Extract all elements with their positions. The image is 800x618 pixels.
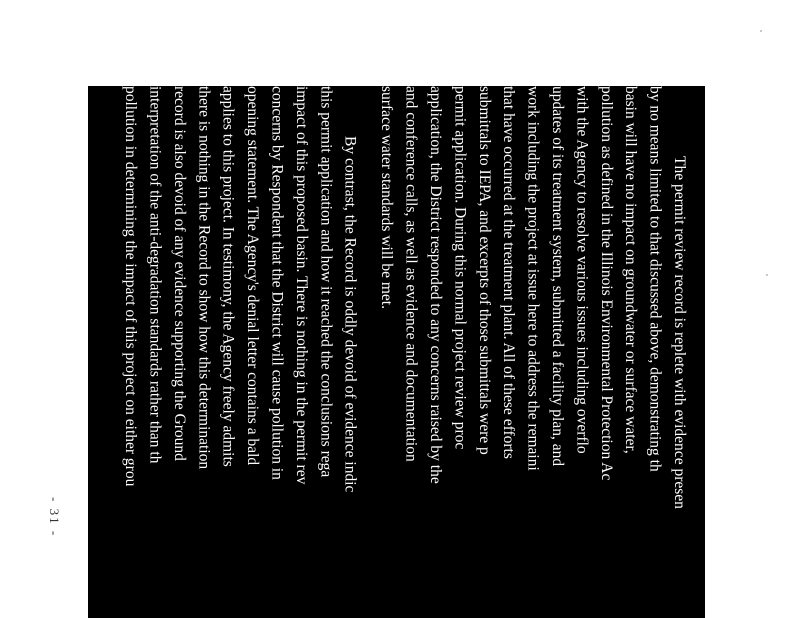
text-line: that have occurred at the treatment plant. All of these efforts — [500, 86, 518, 459]
text-line: updates of its treatment system, submitted a facility plan, and — [548, 86, 566, 467]
body-text — [118, 86, 705, 618]
text-line: The permit review record is replete with evidence presen — [671, 156, 688, 509]
text-line: this permit application and how it reached the conclusions rega — [317, 86, 335, 478]
text-line: applies to this project. In testimony, the Agency freely admits — [219, 86, 237, 467]
scanned-text-block — [88, 86, 705, 618]
text-line: work including the project at issue here to address the remaini — [524, 86, 542, 471]
text-line: by no means limited to that discussed above, demonstrating th — [646, 86, 664, 472]
text-line: permit application. During this normal project review proc — [451, 86, 469, 450]
text-line: basin will have no impact on groundwater or surface water, — [622, 86, 640, 454]
text-line: interpretation of the anti-degradation standards rather than th — [146, 86, 164, 464]
text-line: application, the District responded to any concerns raised by the — [426, 86, 444, 484]
text-line: with the Agency to resolve various issues including overflo — [573, 86, 591, 454]
text-line: impact of this proposed basin. There is nothing in the permit rev — [292, 86, 310, 485]
text-line: surface water standards will be met. — [378, 86, 396, 309]
text-line: there is nothing in the Record to show how this determination — [195, 86, 213, 470]
text-line: and conference calls, as well as evidence and documentation — [402, 86, 420, 462]
text-line: By contrast, the Record is oddly devoid of evidence indic — [341, 136, 359, 493]
scan-speck — [766, 274, 768, 276]
scan-speck — [760, 30, 762, 32]
text-line: pollution in determining the impact of this project on either grou — [122, 86, 140, 487]
text-line: pollution as defined in the Illinois Environmental Protection Ac — [597, 86, 615, 481]
text-line: opening statement. The Agency's denial letter contains a bald — [244, 86, 262, 466]
text-line: record is also devoid of any evidence supporting the Ground — [170, 86, 188, 461]
text-line: submittals to IEPA, and excerpts of those submittals were p — [475, 86, 493, 455]
page-number: - 31 - — [47, 496, 62, 538]
text-line: concerns by Respondent that the District will cause pollution in — [268, 86, 286, 480]
